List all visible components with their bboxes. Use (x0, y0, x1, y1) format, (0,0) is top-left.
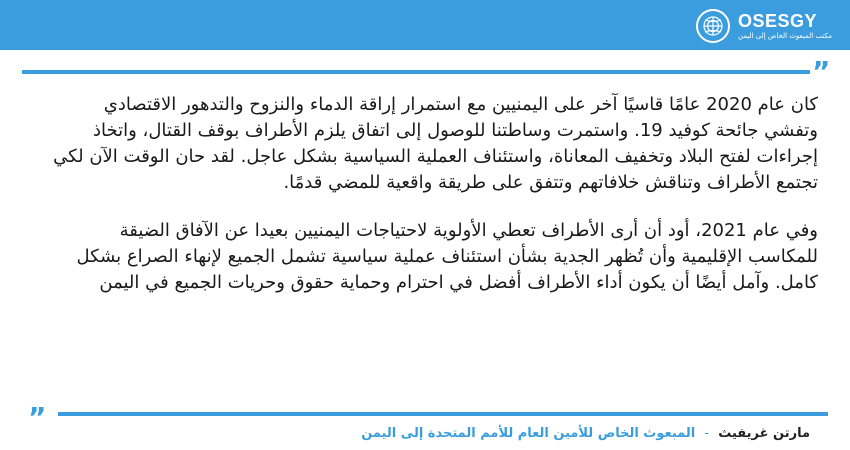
quote-paragraph-2: وفي عام 2021، أود أن أرى الأطراف تعطي الأولوية لاحتياجات اليمنيين بعيدا عن الآفاق الضيقة للمكاسب الإقليمية وأن تُظهر الجدية بشأن استئناف عملية سياسية تشمل الجميع لإنهاء الصراع بشكل كامل. وآمل أيضًا أن يكون أداء الأطراف أفضل في احترام وحماية حقوق وحريات الجميع في اليمن (76, 220, 818, 293)
attribution (330, 425, 810, 443)
brand-subtitle: مكتب المبعوث الخاص إلى اليمن (738, 32, 832, 40)
top-divider (22, 70, 810, 74)
quote-paragraph-1: كان عام 2020 عامًا قاسيًا آخر على اليمنيين مع استمرار إراقة الدماء والنزوح والتدهور الاقتصادي وتفشي جائحة كوفيد 19. واستمرت وساطتنا للوصول إلى اتفاق يلزم الأطراف بوقف القتال، واتخاذ إجراءات لفتح البلاد وتخفيف المعاناة، واستئناف العملية السياسية بشكل عاجل. لقد حان الوقت الآن لكي تجتمع الأطراف وتناقش خلافاتهم وتتفق على طريقة واقعية للمضي قدمًا. (53, 94, 818, 193)
brand-logo[interactable] (696, 8, 832, 44)
attribution-separator: - (704, 426, 710, 441)
speaker-name: مارتن غريفيث (718, 426, 810, 441)
open-quote-icon: ” (812, 55, 831, 88)
speaker-title: المبعوث الخاص للأمين العام للأمم المتحدة إلى اليمن (361, 426, 696, 441)
close-quote-icon: ” (28, 401, 47, 434)
header-bar (0, 0, 850, 50)
un-emblem-icon (696, 9, 730, 43)
bottom-divider (58, 412, 828, 416)
quote-body (50, 92, 818, 318)
brand-name: OSESGY (738, 11, 818, 31)
